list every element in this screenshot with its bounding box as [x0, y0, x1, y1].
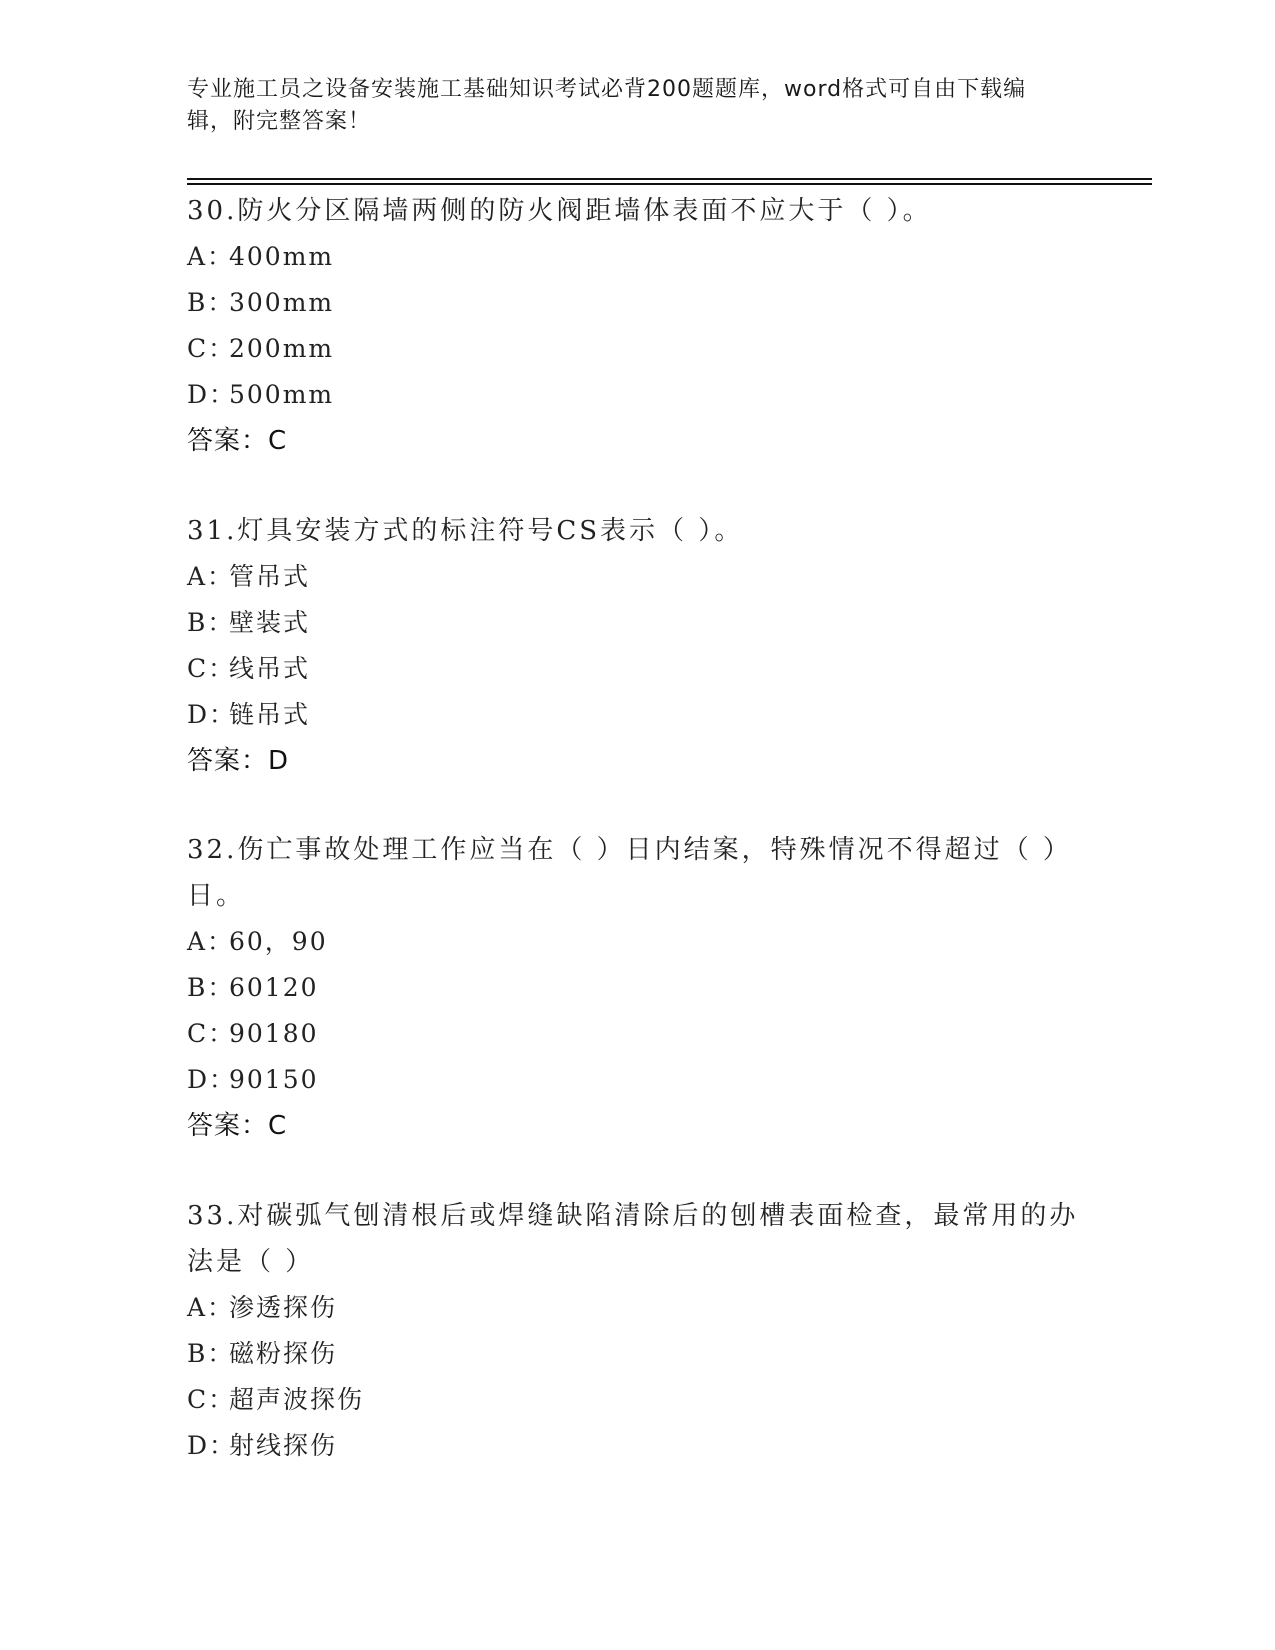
option-letter: D： — [187, 1065, 237, 1094]
question-stem: 31.灯具安装方式的标注符号CS表示（ ）。 — [187, 516, 744, 546]
question-32 — [187, 827, 1087, 1149]
header-rule-bottom — [187, 183, 1152, 185]
question-33 — [187, 1193, 1087, 1469]
answer: 答案：C — [187, 426, 288, 456]
option-letter: B： — [187, 1339, 235, 1368]
question-stem: 30.防火分区隔墙两侧的防火阀距墙体表面不应大于（ ）。 — [187, 196, 932, 226]
option-letter: B： — [187, 288, 235, 317]
option-b — [187, 965, 1087, 1011]
option-d — [187, 1057, 1087, 1103]
answer: 答案：C — [187, 1111, 288, 1141]
option-c — [187, 326, 1087, 372]
option-text: 90150 — [229, 1065, 319, 1094]
option-letter: A： — [187, 927, 235, 956]
option-letter: C： — [187, 1385, 236, 1414]
header-rule-top — [187, 178, 1152, 180]
option-text: 磁粉探伤 — [229, 1339, 338, 1368]
document-header: 专业施工员之设备安装施工基础知识考试必背200题题库，word格式可自由下载编辑，附完整答案！ — [187, 77, 1027, 134]
question-stem: 33.对碳弧气刨清根后或焊缝缺陷清除后的刨槽表面检查，最常用的办法是（ ） — [187, 1201, 1079, 1277]
option-letter: A： — [187, 1293, 235, 1322]
option-text: 链吊式 — [229, 700, 311, 729]
option-text: 90180 — [229, 1019, 319, 1048]
option-letter: C： — [187, 334, 236, 363]
option-letter: D： — [187, 380, 237, 409]
option-d — [187, 692, 1087, 738]
option-a — [187, 554, 1087, 600]
option-text: 60120 — [229, 973, 319, 1002]
option-text: 400mm — [229, 242, 335, 271]
option-b — [187, 1331, 1087, 1377]
option-letter: D： — [187, 700, 237, 729]
option-text: 渗透探伤 — [229, 1293, 338, 1322]
question-31 — [187, 508, 1087, 784]
option-text: 管吊式 — [229, 562, 311, 591]
option-a — [187, 1285, 1087, 1331]
option-d — [187, 372, 1087, 418]
option-letter: A： — [187, 242, 235, 271]
option-d — [187, 1423, 1087, 1469]
option-c — [187, 646, 1087, 692]
option-b — [187, 280, 1087, 326]
option-text: 壁装式 — [229, 608, 311, 637]
option-text: 300mm — [229, 288, 335, 317]
option-text: 60，90 — [229, 927, 328, 956]
option-text: 500mm — [229, 380, 335, 409]
option-a — [187, 234, 1087, 280]
question-30 — [187, 188, 1087, 464]
option-letter: D： — [187, 1431, 237, 1460]
option-a — [187, 919, 1087, 965]
option-letter: B： — [187, 973, 235, 1002]
option-text: 200mm — [229, 334, 335, 363]
option-letter: A： — [187, 562, 235, 591]
answer: 答案：D — [187, 746, 290, 776]
option-letter: C： — [187, 1019, 236, 1048]
option-c — [187, 1011, 1087, 1057]
option-c — [187, 1377, 1087, 1423]
option-letter: C： — [187, 654, 236, 683]
option-text: 射线探伤 — [229, 1431, 338, 1460]
option-b — [187, 600, 1087, 646]
option-letter: B： — [187, 608, 235, 637]
question-stem: 32.伤亡事故处理工作应当在（ ）日内结案，特殊情况不得超过（ ）日。 — [187, 835, 1072, 911]
option-text: 线吊式 — [229, 654, 311, 683]
option-text: 超声波探伤 — [229, 1385, 365, 1414]
